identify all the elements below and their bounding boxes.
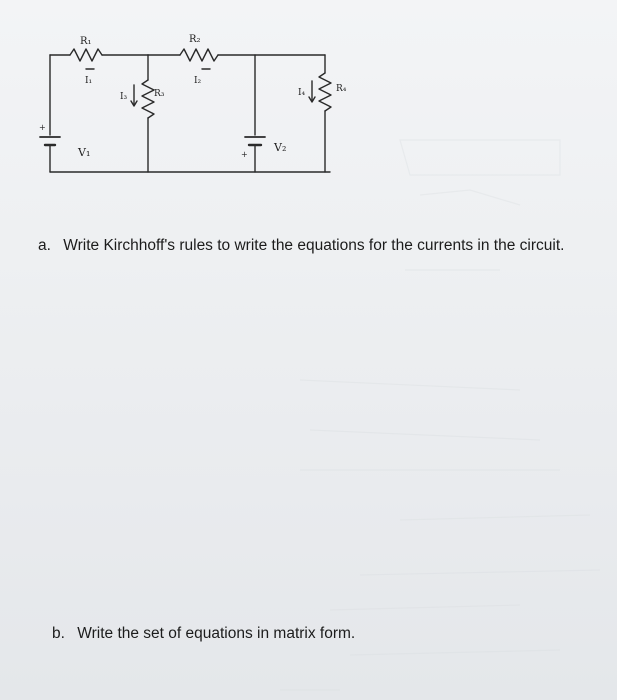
- resistor-r1: [70, 49, 102, 61]
- label-r2: R₂: [189, 34, 201, 45]
- label-i1: I₁: [85, 76, 93, 86]
- resistor-r3: [142, 80, 154, 118]
- resistor-r2: [180, 49, 218, 61]
- question-a-text: Write Kirchhoff's rules to write the equations for the currents in the circuit.: [63, 237, 565, 254]
- label-r4: R₄: [336, 84, 347, 94]
- battery-v2-plus: +: [241, 150, 248, 159]
- circuit-diagram: [30, 25, 360, 185]
- battery-v1-plus: +: [39, 123, 46, 132]
- label-i2: I₂: [194, 76, 202, 86]
- label-v2: V₂: [274, 141, 287, 154]
- label-v1: V₁: [78, 146, 91, 159]
- question-a-letter: a.: [38, 237, 51, 254]
- label-i4: I₄: [298, 88, 306, 98]
- question-a: [38, 237, 564, 255]
- resistor-r4: [319, 73, 331, 111]
- question-b: [52, 625, 355, 643]
- question-b-text: Write the set of equations in matrix form.: [77, 625, 356, 642]
- label-i3: I₃: [120, 92, 128, 102]
- label-r3: R₃: [154, 89, 165, 99]
- label-r1: R₁: [80, 36, 92, 47]
- question-b-letter: b.: [52, 625, 65, 642]
